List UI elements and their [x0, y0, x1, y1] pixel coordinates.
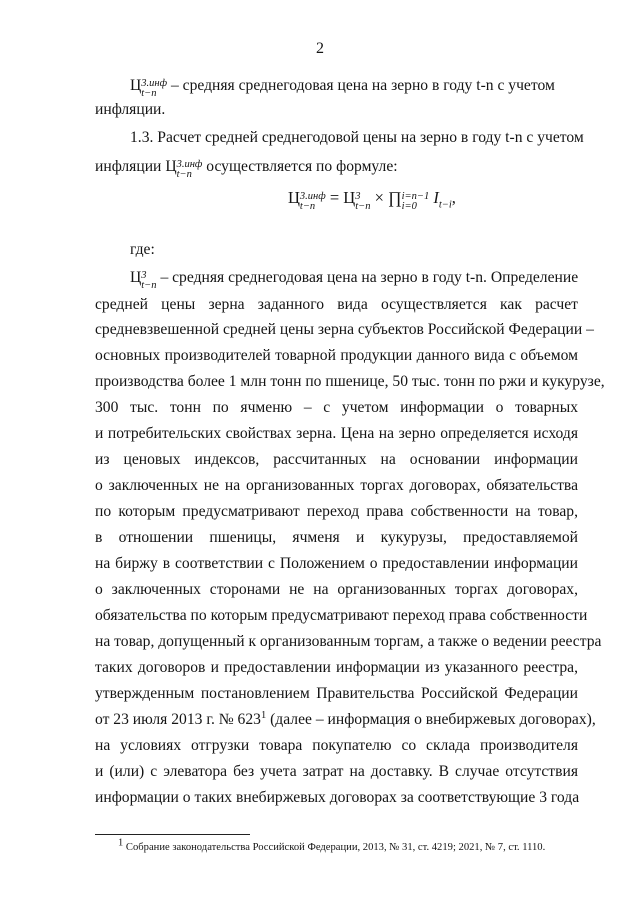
body-line: и потребительских свойствах зерна. Цена на зерно определяется исходя [95, 425, 578, 442]
body-line: в отношении пшеницы, ячменя и кукурузы, предоставляемой [95, 529, 578, 546]
body-line: обязательства по которым предусматривают переход права собственности [95, 607, 588, 624]
definition-base-price-text: – средняя среднегодовая цена на зерно в году t-n. Определение [160, 269, 579, 286]
body-line-footnote-ref: от 23 июля 2013 г. № $623^1$ (далее – информация о внебиржевых договорах), [95, 709, 596, 728]
symbol-price-inflation: Ц 3.инф t−n [130, 77, 168, 99]
body-line: на условиях отгрузки товара покупателю со склада производителя [95, 737, 578, 754]
body-line: 300 тыс. тонн по ячменю – с учетом информации о товарных [95, 399, 578, 416]
symbol-price-inflation-inline: Ц 3.инф t−n [165, 158, 203, 180]
formula: Ц 3.инф t−n = Ц 3 t−n × ∏ i=n−1 i=0 $I_{t-i}$, [288, 188, 456, 212]
body-line: основных производителей товарной продукции данного вида с объемом [95, 347, 578, 364]
definition-base-price-line [130, 268, 578, 291]
body-line: производства более 1 млн тонн по пшенице, 50 тыс. тонн по ржи и кукурузе, [95, 373, 605, 390]
section-1-3-heading: 1.3. Расчет средней среднегодовой цены на зерно в году t-n с учетом [130, 129, 584, 146]
body-line: информации о таких внебиржевых договорах за соответствующие 3 года [95, 789, 580, 806]
definition-inflation-line [130, 76, 555, 99]
body-line: о заключенных сторонами не на организованных торгах договорах, [95, 581, 578, 598]
where-label: где: [130, 241, 155, 258]
definition-inflation-text: – средняя среднегодовая цена на зерно в году t-n с учетом [170, 77, 555, 94]
body-line: таких договоров и предоставлении информации из указанного реестра, [95, 659, 578, 676]
body-line: о заключенных не на организованных торгах договорах, обязательства [95, 477, 578, 494]
footnote-separator [95, 834, 250, 835]
page-number: 2 [316, 40, 324, 57]
body-line: на биржу в соответствии с Положением о предоставлении информации [95, 555, 578, 572]
body-line: по которым предусматривают переход права собственности на товар, [95, 503, 578, 520]
footnote: $^1$ Собрание законодательства Российской Федерации, 2013, № 31, ст. 4219; 2021, № 7, ст. 1110. [118, 837, 546, 853]
body-line: из ценовых индексов, рассчитанных на основании информации [95, 451, 578, 468]
body-line: средневзвешенной средней цены зерна субъектов Российской Федерации – [95, 321, 594, 338]
definition-inflation-continuation: инфляции. [95, 101, 166, 118]
body-line: на товар, допущенный к организованным торгам, а также о ведении реестра [95, 633, 602, 650]
section-1-3-continuation: инфляции Ц 3.инф t−n осуществляется по формуле: [95, 158, 398, 180]
body-line: и (или) с элеватора без учета затрат на доставку. В случае отсутствия [95, 763, 578, 780]
body-line: утвержденным постановлением Правительства Российской Федерации [95, 685, 578, 702]
footnote-reference: 1 [260, 709, 267, 721]
symbol-price-base: Ц 3 t−n [130, 269, 157, 291]
body-line: средней цены зерна заданного вида осуществляется как расчет [95, 296, 578, 313]
